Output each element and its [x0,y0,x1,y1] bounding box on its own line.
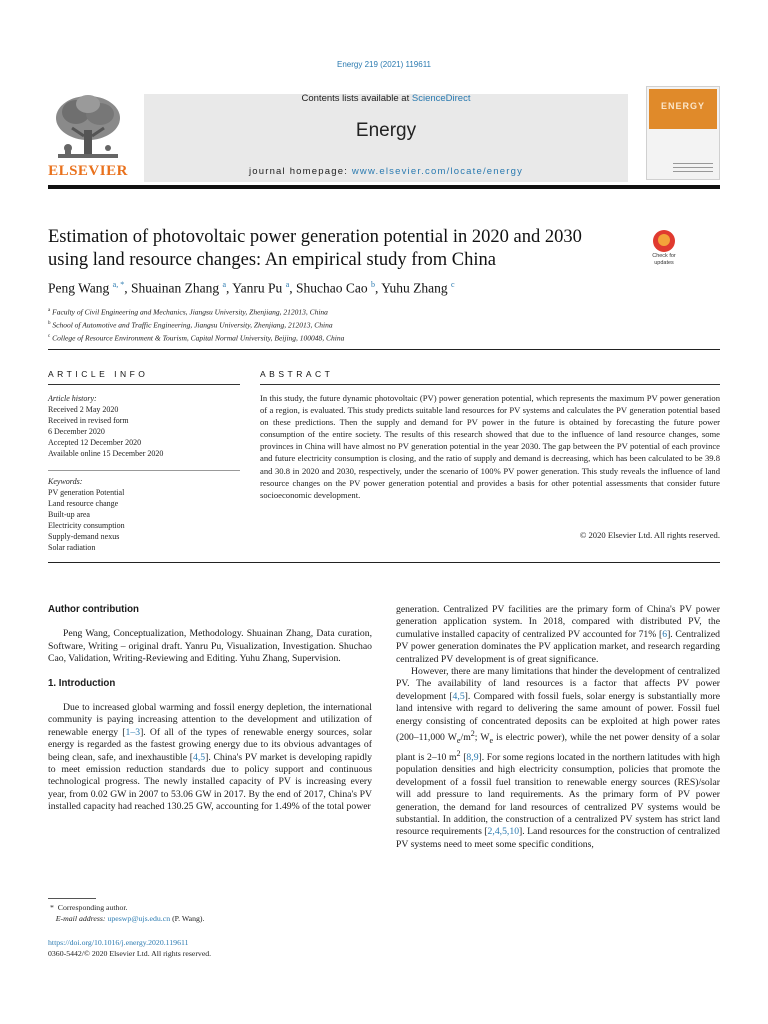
paragraph-text: ]. China's PV market is developing rapidly to meet emission reduction standards due to policy support and continuous technological progress. The newly installed capacity of PV is increasing every year, from 0.02 GW in 2007 to 53.06 GW in 2017. By the end of 2017, China's PV installed capacity had reached 130.25 GW, accounting for 1.49% of the total power [48,751,373,813]
continued-paragraph [396,604,720,666]
affiliation-item [48,318,648,331]
paragraph-text: ]. For some regions located in the northern latitudes with high population densities and high electricity consumption, policies that promote the development of a fossil fuel transition to renewable energy sources (RES)/solar will add pressure to land requirements. As the primary form of PV power generation, the demand for land resources of centralized PV systems would be substantial. In addition, the construction of a centralized PV system has strict land resource requirements [ [396,751,721,838]
journal-cover-thumbnail[interactable] [646,86,720,180]
superscript: 2 [470,729,475,739]
author-list [48,280,648,297]
email-line [48,914,368,925]
crossmark-label [646,253,682,266]
doi-link[interactable]: https://doi.org/10.1016/j.energy.2020.119611 [48,938,189,947]
keyword-item: PV generation Potential [48,488,125,497]
journal-title: Energy [355,120,417,141]
paragraph-text: is electric power), while the net power density of a solar plant is 2–10 m [396,732,721,763]
article-info-rule [48,384,240,385]
author-name[interactable]: Peng Wang [48,280,110,296]
keyword-item: Electricity consumption [48,521,125,530]
keywords-label: Keywords: [48,477,83,486]
author-separator: , [226,280,233,296]
author-name[interactable]: Shuchao Cao [296,280,368,296]
keywords-list [48,476,240,553]
paragraph-text: Due to increased global warming and fossil energy depletion, the international community is paying increasing attention to the development and utilization of renewable energy [ [48,702,372,738]
email-suffix: (P. Wang). [170,913,205,923]
author-affiliation-mark[interactable]: c [451,280,455,289]
keyword-item: Built-up area [48,510,90,519]
author-name[interactable]: Yanru Pu [232,280,283,296]
affiliation-text: College of Resource Environment & Tourism, Capital Normal University, Beijing, 100048, China [52,333,345,343]
author-name[interactable]: Yuhu Zhang [381,280,448,296]
paragraph-text: ]. Land resources for the construction of centralized PV systems need to meet some specific conditions, [396,826,720,850]
keywords-rule [48,470,240,471]
paragraph-text: [ [460,751,467,763]
abstract-separator-rule [48,562,720,563]
corresponding-author-footnote [48,903,368,924]
corresponding-author-label: Corresponding author. [57,903,128,912]
author-contribution-paragraph: Peng Wang, Conceptualization, Methodology. Shuainan Zhang, Data curation, Software, Writing – original draft. Yanru Pu, Visualization, Investigation. Shuchao Cao, Validation, Writing-Reviewing and Editing. Yuhu Zhang, Supervision. [48,628,372,665]
article-title: Estimation of photovoltaic power generation potential in 2020 and 2030 using land resource changes: An empirical study from China [48,227,582,270]
history-label: Article history: [48,394,97,403]
journal-homepage-line [144,166,628,177]
paragraph-text: ]. Centralized PV power generation dominates the PV application market, and research regarding centralized PV development is of great significance. [396,628,720,665]
reference-link[interactable]: 4,5 [193,751,206,763]
affiliation-item [48,331,648,344]
introduction-heading: 1. Introduction [48,677,116,689]
paragraph-text: generation. Centralized PV facilities are the primary form of China's PV power generation application system. In 2018, compared with distributed PV, the cumulative installed capacity of centralized PV accounted for 71% [ [396,604,720,640]
cover-title: ENERGY [660,101,705,111]
abstract-text: In this study, the future dynamic photovoltaic (PV) power generation potential, which represents the maximum PV power generation of a region, is evaluated. This study predicts suitable land resources for PV systems and calculates the PV generation potential based on these predictions. Then the supply and demand for PV power in the future is obtained by forecasting the future power consumption of the entire society. The results of this research showed that due to the influence of land resource changes, some provinces in China will have almost no PV generation potential in the year 2030. The gap between the PV potential of each province and future electricity consumption is closing, and the ratio of supply and demand is decreasing, which has been calculated to be 39.8 and 30.8 in 2020 and 2030, respectively, under the scenario of 100% PV power generation. This study reveals the influence of land resource changes on the PV power generation potential and provides a basis for other potential assessments that consider future socioeconomic development. [260,393,720,500]
reference-link[interactable]: 4,5 [452,690,465,702]
abstract-copyright: © 2020 Elsevier Ltd. All rights reserved. [579,530,720,540]
affiliation-text: School of Automotive and Traffic Engineering, Jiangsu University, Zhenjiang, 212013, China [52,320,333,330]
journal-homepage-link[interactable]: www.elsevier.com/locate/energy [351,166,524,177]
sciencedirect-link[interactable]: ScienceDirect [411,93,471,104]
affiliations [48,305,648,344]
author-affiliation-mark[interactable]: b [371,280,375,289]
body-right-column [396,604,720,851]
affiliation-text: Faculty of Civil Engineering and Mechanics, Jiangsu University, Zhenjiang, 212013, China [52,307,328,317]
author-name[interactable]: Shuainan Zhang [130,280,220,296]
author-affiliation-mark[interactable]: a [222,280,227,289]
author-separator: , [375,280,382,296]
author-affiliation-mark[interactable]: a [285,280,290,289]
contents-available-line [144,93,628,104]
keyword-item: Land resource change [48,499,119,508]
keyword-item: Supply-demand nexus [48,532,120,541]
footnote-line [48,903,368,914]
introduction-paragraph [48,702,372,814]
history-item: 6 December 2020 [48,427,105,436]
author-affiliation-mark[interactable]: a, * [112,280,125,289]
crossmark-line2: updates [654,259,674,266]
article-history [48,393,240,459]
history-item: Received in revised form [48,416,129,425]
body-left-column [48,604,372,814]
affiliation-mark: a [48,308,51,313]
paragraph-text: However, there are many limitations that hinder the development of centralized PV. The availability of land resources is a factor that affects PV power development [ [396,666,720,702]
author-separator: , [124,280,131,296]
doi-block [48,938,368,959]
reference-link[interactable]: 2,4,5,10 [487,826,520,838]
crossmark-inner-icon [658,234,670,246]
author-separator: , [289,280,296,296]
issn-line: 0360-5442/© 2020 Elsevier Ltd. All rights reserved. [48,948,212,958]
elsevier-tree-icon [54,92,122,162]
paragraph-text: ; W [474,732,490,744]
footnote-rule [48,898,96,899]
reference-link[interactable]: 8,9 [466,751,479,763]
reference-link[interactable]: 6 [662,628,668,640]
elsevier-wordmark: ELSEVIER [48,163,128,179]
email-label: E-mail address: [55,913,106,923]
reference-link[interactable]: 1–3 [125,726,141,738]
header-rule [48,185,720,189]
title-separator-rule [48,349,720,350]
article-info-heading: ARTICLE INFO [48,369,149,379]
homepage-prefix: journal homepage: [248,166,352,177]
paragraph-text: ]. Of all of the types of renewable energy sources, solar energy is regarded as the fastest growing energy due to its obvious advantages of being clean, safe, and inexhaustible [ [48,726,372,763]
elsevier-logo[interactable] [48,90,128,182]
author-contribution-heading: Author contribution [48,604,139,615]
abstract-heading: ABSTRACT [260,369,334,379]
affiliation-mark: c [48,334,51,339]
history-item: Available online 15 December 2020 [48,449,164,458]
affiliation-item [48,305,648,318]
affiliation-mark: b [48,321,51,326]
journal-citation[interactable]: Energy 219 (2021) 119611 [337,60,431,69]
footnote-mark: * [49,903,54,912]
contents-prefix: Contents lists available at [301,93,412,104]
crossmark-line1: Check for [652,253,676,259]
check-for-updates-badge[interactable] [646,230,682,268]
paragraph-text: ]. Compared with fossil fuels, solar energy is substantially more land intensive with regard to delivering the same amount of power. Fossil fuel energy consisting of concentrated deposits can be exploited at high power rates (200–11,000 W [396,690,720,744]
subscript: e [456,736,461,746]
email-link[interactable]: upeswp@ujs.edu.cn [107,913,171,923]
history-item: Accepted 12 December 2020 [48,438,142,447]
subscript: e [489,736,494,746]
abstract-rule [260,384,720,385]
cover-text-lines [673,163,713,175]
history-item: Received 2 May 2020 [48,405,119,414]
keyword-item: Solar radiation [48,543,96,552]
body-paragraph [396,666,720,851]
paragraph-text: /m [460,732,471,744]
superscript: 2 [456,748,461,758]
